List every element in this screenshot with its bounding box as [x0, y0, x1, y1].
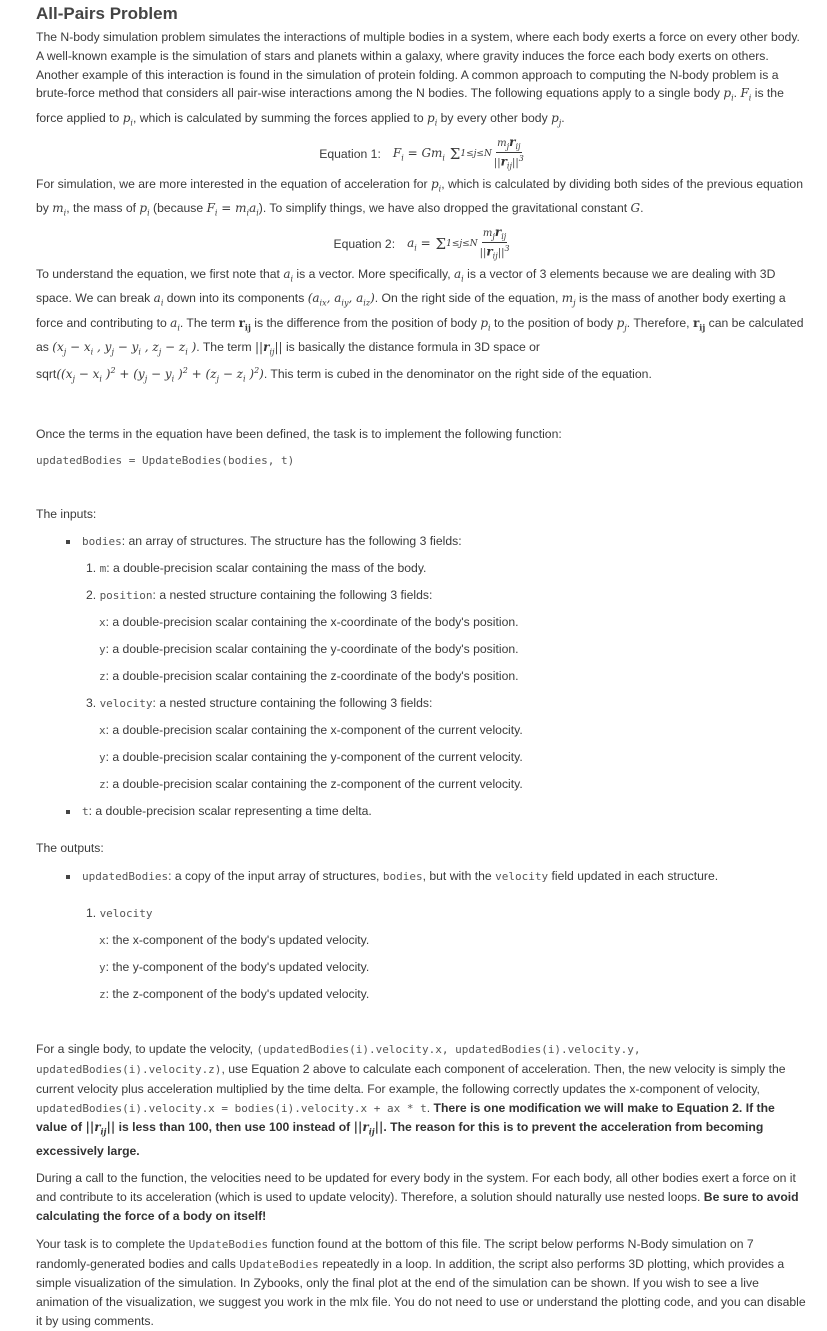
inputs-heading: The inputs:: [36, 506, 97, 521]
paragraph-7: Your task is to complete the UpdateBodies function found at the bottom of this file. The script below performs N-Body simulation on 7 randomly-generated bodies and calls UpdateBodies repeatedly in a loop. In addition, the script also performs 3D plotting, which provides a simple visualization of the simulation. In Zybooks, only the final plot at the end of the simulation can be shown. If you wish to see a live animation of the visualization, we suggest you work in the mlx file. You do not need to use or understand the plotting code, and you can disable it by using comments.: [36, 1236, 806, 1329]
equation-2-label: Equation 2:: [333, 237, 396, 252]
function-signature: updatedBodies = UpdateBodies(bodies, t): [36, 453, 295, 467]
equation-1: Equation 1: $F_i = Gm_i$ Σ 1≤j≤N $\frac{m_jr_{ij}}{||r_{ij}||^3}$: [319, 134, 524, 170]
output-velocity-z: z: the z-component of the body's updated velocity.: [99, 987, 370, 1002]
output-updated-bodies: updatedBodies: a copy of the input array of structures, bodies, but with the velocity field updated in each structure.: [82, 863, 807, 890]
velocity-z: z: a double-precision scalar containing the z-component of the current velocity.: [99, 777, 523, 792]
outputs-heading: The outputs:: [36, 841, 104, 856]
intro-paragraph: The N-body simulation problem simulates the interactions of multiple bodies in a system, where each body exerts a force on every other body. A well-known example is the simulation of stars and planets within a galaxy, where gravity induces the force each body exerts on others. Another example of this interaction is found in the simulation of protein folding. A common approach to computing the N-body problem is a brute-force method that considers all pair-wise interactions among the N bodies. The following equations apply to a single body $p_i$. $F_i$ is the force applied to $p_i$, which is calculated by summing the forces applied to $p_i$ by every other body $p_j$.: [36, 30, 800, 127]
inputs-list: [36, 528, 807, 825]
field-m: 1. m: a double-precision scalar containing the mass of the body.: [86, 561, 427, 576]
outputs-list: [36, 863, 807, 1008]
input-bodies: bodies: an array of structures. The structure has the following 3 fields:: [82, 528, 807, 555]
paragraph-5: For a single body, to update the velocity, (updatedBodies(i).velocity.x, updatedBodies(i).velocity.y, updatedBodies(i).velocity.z), use Equation 2 above to calculate each component of acceleration. Then, the new velocity is simply the current velocity plus acceleration multiplied by the time delta. For example, the following correctly updates the x-component of velocity, updatedBodies(i).velocity.x = bodies(i).velocity.x + ax * t. There is one modification we will make to Equation 2. If the value of $||r_{ij}||$ is less than 100, then use 100 instead of $||r_{ij}||$. The reason for this is to prevent the acceleration from becoming excessively large.: [36, 1042, 786, 1158]
output-velocity-y: y: the y-component of the body's updated velocity.: [99, 960, 370, 975]
position-y: y: a double-precision scalar containing the y-coordinate of the body's position.: [99, 642, 519, 657]
page-title: All-Pairs Problem: [36, 4, 178, 23]
paragraph-2: For simulation, we are more interested in the equation of acceleration for $p_i$, which is calculated by dividing both sides of the previous equation by $m_i$, the mass of $p_i$ (because $F_i = m_ia_i$). To simplify things, we have also dropped the gravitational constant G.: [36, 176, 803, 218]
equation-1-label: Equation 1:: [319, 146, 381, 161]
output-velocity: 1. velocity: [86, 906, 153, 921]
input-t: t: a double-precision scalar representing a time delta.: [82, 798, 807, 825]
field-velocity: 3. velocity: a nested structure containing the following 3 fields:: [86, 696, 433, 711]
field-position: 2. position: a nested structure containing the following 3 fields:: [86, 588, 433, 603]
paragraph-3: To understand the equation, we first note that $a_i$ is a vector. More specifically, $a_i$ is a vector of 3 elements because we are dealing with 3D space. We can break $a_i$ down into its components ($a_{ix}$, $a_{iy}$, $a_{iz}$). On the right side of the equation, $m_j$ is the mass of another body exerting a force and contributing to $a_i$. The term $r_{ij}$ is the difference from the position of body $p_i$ to the position of body $p_j$. Therefore, $r_{ij}$ can be calculated as ($x_j - x_i$ , $y_j - y_i$ , $z_j - z_i$ ). The term $||r_{ij}||$ is basically the distance formula in 3D space or $sqrt((x_j - x_i$ )$^2 + (y_j - y_i$ )$^2 + (z_j - z_i$ )$^2$). This term is cubed in the denominator on the right side of the equation.: [36, 267, 804, 384]
paragraph-6: During a call to the function, the velocities need to be updated for every body in the system. For each body, all other bodies exert a force on it and contribute to its acceleration (which is used to update velocity). Therefore, a solution should naturally use nested loops. Be sure to avoid calculating the force of a body on itself!: [36, 1171, 799, 1224]
paragraph-4: Once the terms in the equation have been defined, the task is to implement the following function:: [36, 427, 562, 442]
velocity-x: x: a double-precision scalar containing the x-component of the current velocity.: [99, 723, 523, 738]
position-z: z: a double-precision scalar containing the z-coordinate of the body's position.: [99, 669, 519, 684]
velocity-y: y: a double-precision scalar containing the y-component of the current velocity.: [99, 750, 523, 765]
equation-2: Equation 2: $a_i$ = Σ 1≤j≤N $\frac{m_jr_{ij}}{||r_{ij}||^3}$: [333, 224, 510, 261]
position-x: x: a double-precision scalar containing the x-coordinate of the body's position.: [99, 615, 519, 630]
output-velocity-x: x: the x-component of the body's updated velocity.: [99, 933, 370, 948]
